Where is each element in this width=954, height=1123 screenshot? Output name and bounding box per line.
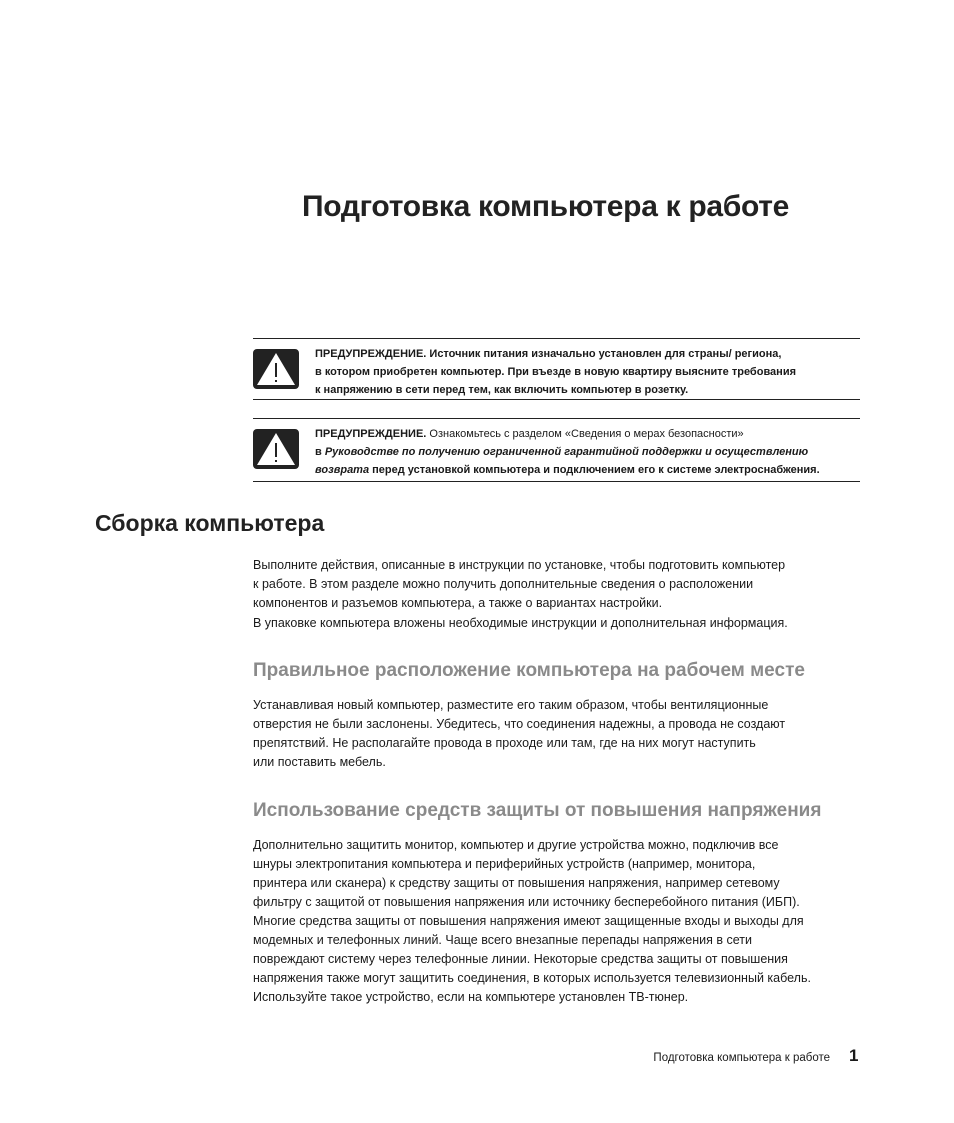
text-line: В упаковке компьютера вложены необходимые инструкции и дополнительная информация. bbox=[253, 616, 788, 630]
text-line: принтера или сканера) к средству защиты от повышения напряжения, например сетевому bbox=[253, 876, 780, 890]
warning-text: к напряжению в сети перед тем, как включить компьютер в розетку. bbox=[315, 384, 689, 396]
text-line: препятствий. Не располагайте провода в проходе или там, где на них могут наступить bbox=[253, 736, 756, 750]
paragraph bbox=[253, 836, 863, 1007]
text-line: повреждают систему через телефонные линии. Некоторые средства защиты от повышения bbox=[253, 952, 788, 966]
warning-text: в котором приобретен компьютер. При въезде в новую квартиру выясните требования bbox=[315, 366, 796, 378]
warning-text: Ознакомьтесь с разделом «Сведения о мерах безопасности» bbox=[429, 428, 744, 440]
text-line: модемных и телефонных линий. Чаще всего внезапные перепады напряжения в сети bbox=[253, 933, 752, 947]
section-heading: Сборка компьютера bbox=[95, 510, 325, 536]
text-line: напряжения также могут защитить соединения, в которых используется телевизионный кабель. bbox=[253, 971, 811, 985]
warning-label: ПРЕДУПРЕЖДЕНИЕ. bbox=[315, 348, 427, 360]
subsection-heading: Использование средств защиты от повышения напряжения bbox=[253, 800, 822, 821]
warning-text: Источник питания изначально установлен для страны/ региона, bbox=[429, 348, 782, 360]
text-line: отверстия не были заслонены. Убедитесь, что соединения надежны, а провода не создают bbox=[253, 717, 786, 731]
guide-title: возврата bbox=[315, 464, 370, 476]
warning-box bbox=[253, 338, 860, 400]
warning-text: в bbox=[315, 446, 325, 458]
warning-label: ПРЕДУПРЕЖДЕНИЕ. bbox=[315, 428, 427, 440]
paragraph bbox=[253, 556, 863, 613]
warning-box bbox=[253, 418, 860, 482]
text-line: компонентов и разъемов компьютера, а также о вариантах настройки. bbox=[253, 596, 663, 610]
footer-chapter-title: Подготовка компьютера к работе bbox=[653, 1052, 830, 1064]
paragraph bbox=[253, 614, 863, 633]
text-line: Используйте такое устройство, если на компьютере установлен ТВ-тюнер. bbox=[253, 990, 689, 1004]
text-line: Многие средства защиты от повышения напряжения имеют защищенные входы и выходы для bbox=[253, 914, 804, 928]
warning-triangle-icon bbox=[253, 349, 299, 389]
page-number: 1 bbox=[849, 1046, 859, 1065]
text-line: фильтру с защитой от повышения напряжения или источнику бесперебойного питания (ИБП). bbox=[253, 895, 800, 909]
text-line: шнуры электропитания компьютера и периферийных устройств (например, монитора, bbox=[253, 857, 756, 871]
text-line: к работе. В этом разделе можно получить дополнительные сведения о расположении bbox=[253, 577, 754, 591]
guide-title: Руководстве по получению ограниченной гарантийной поддержки и осуществлению bbox=[324, 446, 809, 458]
warning-triangle-icon bbox=[253, 429, 299, 469]
warning-text: перед установкой компьютера и подключением его к системе электроснабжения. bbox=[369, 464, 820, 476]
subsection-heading: Правильное расположение компьютера на рабочем месте bbox=[253, 660, 805, 681]
text-line: Дополнительно защитить монитор, компьютер и другие устройства можно, подключив все bbox=[253, 838, 779, 852]
page-title: Подготовка компьютера к работе bbox=[302, 190, 790, 223]
paragraph bbox=[253, 696, 863, 772]
text-line: Выполните действия, описанные в инструкции по установке, чтобы подготовить компьютер bbox=[253, 558, 786, 572]
text-line: или поставить мебель. bbox=[253, 755, 386, 769]
text-line: Устанавливая новый компьютер, разместите его таким образом, чтобы вентиляционные bbox=[253, 698, 769, 712]
